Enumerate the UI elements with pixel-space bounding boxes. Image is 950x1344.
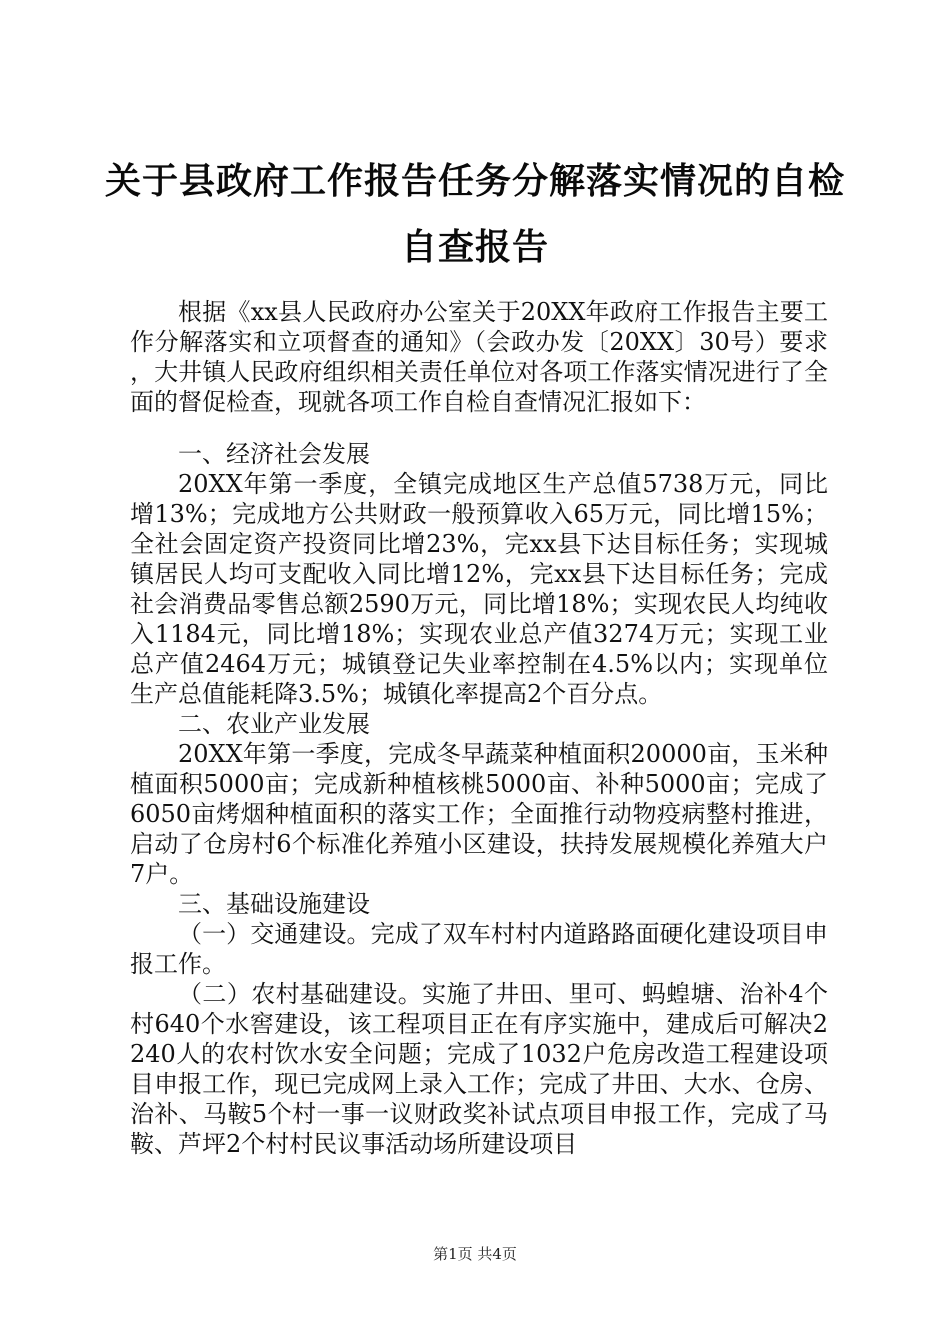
rural-infrastructure-paragraph: （二）农村基础建设。实施了井田、里可、蚂蝗塘、治补4个村640个水窖建设，该工程项目正在有序实施中，建成后可解决2240人的农村饮水安全问题；完成了1032户危房改造工程建设项目申报工作，现已完成网上录入工作；完成了井田、大水、仓房、治补、马鞍5个村一事一议财政奖补试点项目申报工作，完成了马鞍、芦坪2个村村民议事活动场所建设项目	[130, 980, 828, 1158]
section-heading-economy: 一、经济社会发展	[178, 440, 370, 468]
intro-paragraph: 根据《xx县人民政府办公室关于20XX年政府工作报告主要工作分解落实和立项督查的通知》（会政办发〔20XX〕30号）要求，大井镇人民政府组织相关责任单位对各项工作落实情况进行了全面的督促检查，现就各项工作自检自查情况汇报如下：	[130, 298, 828, 416]
agriculture-paragraph: 20XX年第一季度，完成冬早蔬菜种植面积20000亩，玉米种植面积5000亩；完成新种植核桃5000亩、补种5000亩；完成了6050亩烤烟种植面积的落实工作；全面推行动物疫病整村推进，启动了仓房村6个标准化养殖小区建设，扶持发展规模化养殖大户7户。	[130, 740, 828, 888]
document-title-line-1: 关于县政府工作报告任务分解落实情况的自检	[104, 161, 845, 202]
document-title-line-2: 自查报告	[400, 227, 549, 268]
section-heading-infrastructure: 三、基础设施建设	[178, 890, 370, 918]
transport-paragraph: （一）交通建设。完成了双车村村内道路路面硬化建设项目申报工作。	[130, 920, 828, 978]
page-number-footer: 第1页 共4页	[433, 1245, 517, 1263]
section-heading-agriculture: 二、农业产业发展	[178, 710, 370, 738]
economy-paragraph: 20XX年第一季度，全镇完成地区生产总值5738万元，同比增13%；完成地方公共财政一般预算收入65万元，同比增15%；全社会固定资产投资同比增23%，完xx县下达目标任务；实现城镇居民人均可支配收入同比增12%，完xx县下达目标任务；完成社会消费品零售总额2590万元，同比增18%；实现农民人均纯收入1184元，同比增18%；实现农业总产值3274万元；实现工业总产值2464万元；城镇登记失业率控制在4.5%以内；实现单位生产总值能耗降3.5%；城镇化率提高2个百分点。	[130, 470, 828, 708]
document-body	[130, 297, 828, 1159]
